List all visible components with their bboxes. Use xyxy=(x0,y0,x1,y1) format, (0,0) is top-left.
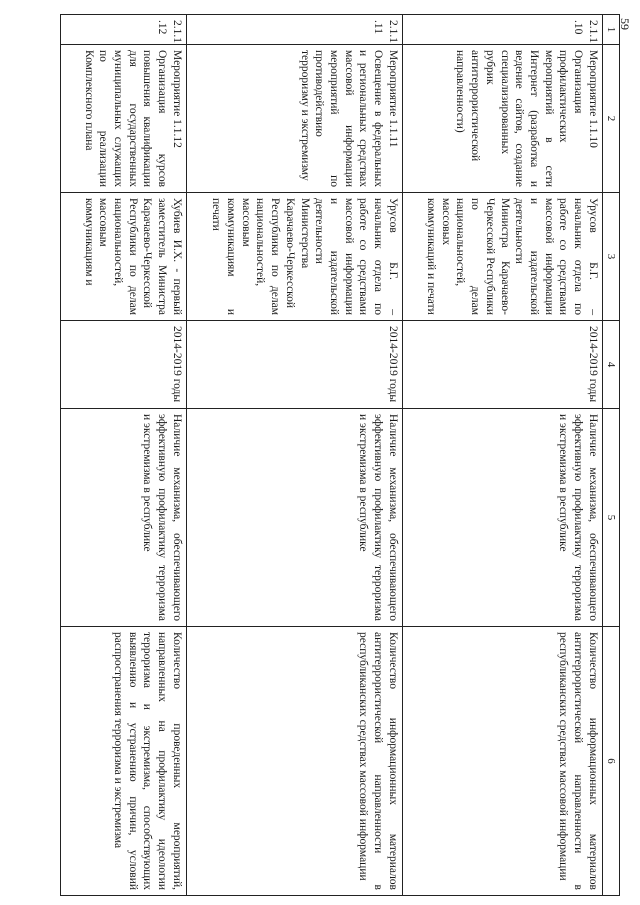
executor-cell: Урусов Б.Г. – начальник отдела по работе со средствами массовой информации и издательской деятельности Министерства Карачаево-Черкесской Республики по делам национальностей, массовым коммуникациям и печати xyxy=(186,193,402,321)
event-cell xyxy=(186,45,402,193)
table-row xyxy=(402,15,602,896)
event-text: Организация курсов повышения квалификации для государственных муниципальных служащих по реализации Комплексного плана xyxy=(82,50,169,187)
event-text: Освещение в федеральных и региональных средствах массовой информации мероприятий по противодействию терроризму и экстремизму xyxy=(298,50,385,187)
column-number-cell: 5 xyxy=(602,409,619,627)
column-number-cell: 1 xyxy=(602,15,619,45)
column-number-cell: 6 xyxy=(602,627,619,896)
indicator-cell: Количество информационных материалов антитеррористической направленности в республиканских средствах массовой информации xyxy=(402,627,602,896)
event-cell xyxy=(402,45,602,193)
column-number-cell: 4 xyxy=(602,321,619,409)
table-row xyxy=(61,15,187,896)
event-cell xyxy=(61,45,187,193)
period-cell: 2014-2019 годы xyxy=(402,321,602,409)
period-cell: 2014-2019 годы xyxy=(61,321,187,409)
page-number: 59 xyxy=(618,18,632,30)
measures-table xyxy=(60,14,620,896)
event-label: Мероприятие 1.1.10 xyxy=(586,50,599,148)
result-cell: Наличие механизма, обеспечивающего эффективную профилактику терроризма и экстремизма в республике xyxy=(186,409,402,627)
executor-cell: Урусов Б.Г. – начальник отдела по работе со средствами массовой информации и издательской деятельности Министра Карачаево-Черкесской Республики по делам национальностей, массовых коммуникаций и печати xyxy=(402,193,602,321)
column-number-cell: 3 xyxy=(602,193,619,321)
item-number: 2.1.1 .10 xyxy=(402,15,602,45)
event-label: Мероприятие 1.1.12 xyxy=(170,50,183,148)
rotated-page-content xyxy=(60,14,620,896)
item-number: 2.1.1 .12 xyxy=(61,15,187,45)
column-number-row xyxy=(602,15,619,896)
table-row xyxy=(186,15,402,896)
column-number-cell: 2 xyxy=(602,45,619,193)
indicator-cell: Количество проведенных мероприятий, направленных на профилактику идеологии терроризма и экстремизма, способствующих выявлению и устранению причин, условий распространения терроризма и экстремизма xyxy=(61,627,187,896)
period-cell: 2014-2019 годы xyxy=(186,321,402,409)
executor-cell: Хубиев И.Х. - первый заместитель Министра Карачаево-Черкесской Республики по делам национальностей, массовым коммуникациям и xyxy=(61,193,187,321)
indicator-cell: Количество информационных материалов антитеррористической направленности в республиканских средствах массовой информации xyxy=(186,627,402,896)
event-label: Мероприятие 1.1.11 xyxy=(386,50,399,148)
result-cell: Наличие механизма, обеспечивающего эффективную профилактику терроризма и экстремизма в республике xyxy=(61,409,187,627)
result-cell: Наличие механизма, обеспечивающего эффективную профилактику терроризма и экстремизма в республике xyxy=(402,409,602,627)
event-text: Организация профилактических мероприятий в сети Интернет (разработка и ведение сайтов, создание специализированных рубрик антитеррористической направленности) xyxy=(454,50,585,187)
item-number: 2.1.1 .11 xyxy=(186,15,402,45)
